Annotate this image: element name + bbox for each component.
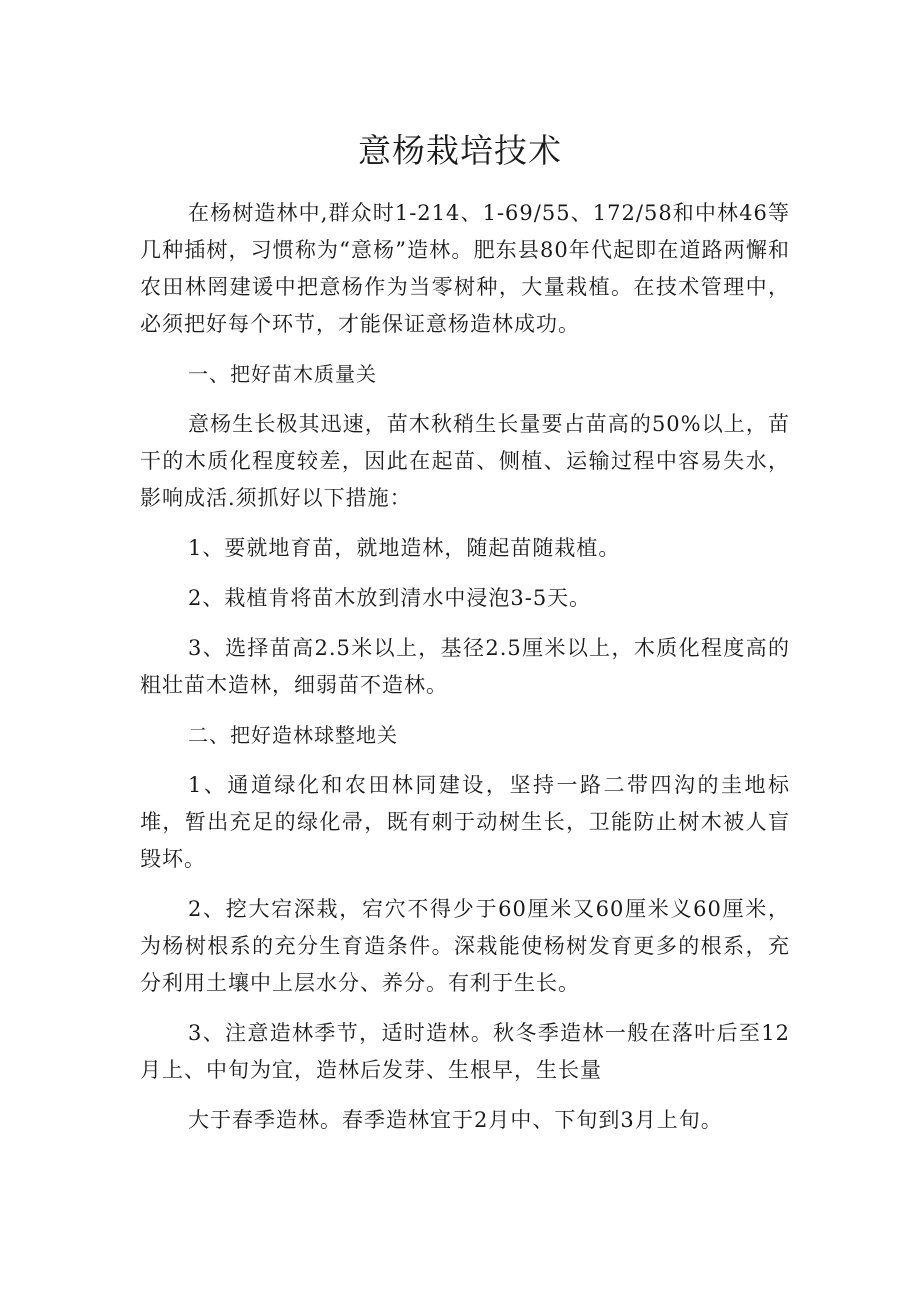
section-2-item-1: 1、通道绿化和农田林同建设，坚持一路二带四沟的圭地标堆，暂出充足的绿化帚，既有刺于动树生长，卫能防止树木被人盲毁坏。 xyxy=(140,773,790,871)
section-1-item-1: 1、要就地育苗，就地造林，随起苗随栽植。 xyxy=(188,536,621,560)
section-2-continuation: 大于春季造林。春季造林宜于2月中、下旬到3月上旬。 xyxy=(188,1108,723,1132)
section-heading-2: 二、把好造林球整地关 xyxy=(188,723,398,747)
document-body xyxy=(140,195,790,1152)
intro-paragraph: 在杨树造林中,群众时1-214、1-69/55、172/58和中林46等几种插树，习惯称为“意杨”造林。肥东县80年代起即在道路两懈和农田林罔建谖中把意杨作为当零树种，大量栽植。在技术管理中，必须把好每个环节，才能保证意杨造林成功。 xyxy=(140,201,790,336)
section-heading-1: 一、把好苗木质量关 xyxy=(188,362,377,386)
section-1-paragraph: 意杨生长极其迅速，苗木秋稍生长量要占苗高的50%以上，苗干的木质化程度较差，因此在起苗、侧植、运输过程中容易失水，影响成活.须抓好以下措施： xyxy=(140,412,790,510)
section-2-item-2: 2、挖大宕深栽，宕穴不得少于60厘米又60厘米义60厘米，为杨树根系的充分生育造条件。深栽能使杨树发育更多的根系，充分利用土壤中上层水分、养分。有利于生长。 xyxy=(140,897,790,995)
document-title: 意杨栽培技术 xyxy=(358,131,562,170)
section-1-item-2: 2、栽植肯将苗木放到清水中浸泡3-5天。 xyxy=(188,586,592,610)
section-2-item-3: 3、注意造林季节，适时造林。秋冬季造林一般在落叶后至12月上、中旬为宜，造林后发芽、生根早，生长量 xyxy=(140,1021,790,1082)
section-1-item-3: 3、选择苗高2.5米以上，基径2.5厘米以上，木质化程度高的粗壮苗木造林，细弱苗不造林。 xyxy=(140,636,790,697)
